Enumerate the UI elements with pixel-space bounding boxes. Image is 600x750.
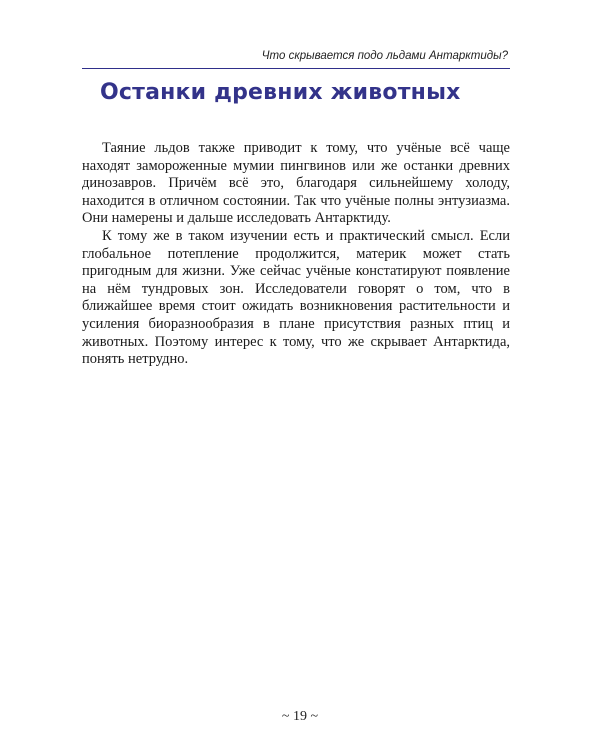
page-number: ~ 19 ~: [281, 709, 319, 724]
running-header: Что скрывается подо льдами Антарктиды?: [261, 50, 508, 62]
body-text: [82, 140, 510, 369]
paragraph: Таяние льдов также приводит к тому, что учёные всё чаще находят замороженные мумии пингвинов или же останки древних динозавров. Причём всё это, благодаря сильнейшему холоду, находится в отличном состоянии. Так что учёные полны энтузиазма. Они намерены и дальше исследовать Антарктиду.: [82, 140, 510, 227]
header-rule: [82, 68, 510, 69]
paragraph: К тому же в таком изучении есть и практический смысл. Если глобальное потепление продолжится, материк может стать пригодным для жизни. Уже сейчас учёные констатируют появление на нём тундровых зон. Исследователи говорят о том, что в ближайшее время стоит ожидать возникновения растительности и усиления биоразнообразия в плане присутствия разных птиц и животных. Поэтому интерес к тому, что же скрывает Антарктида, понять нетрудно.: [82, 227, 510, 368]
section-title: Останки древних животных: [100, 80, 461, 105]
